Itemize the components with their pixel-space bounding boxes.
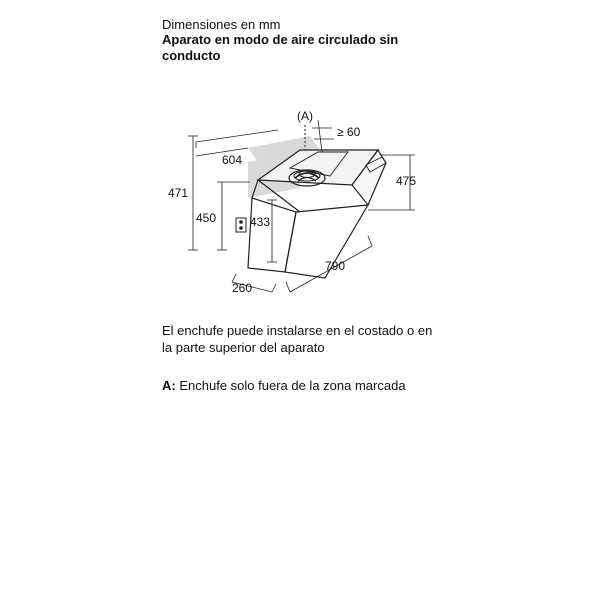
legend-note [162,377,406,394]
units-caption: Dimensiones en mm [162,17,281,32]
plug-socket-icon [236,218,246,232]
installation-note: El enchufe puede instalarse en el costado o en la parte superior del aparato [162,323,433,355]
dim-min-clearance: ≥ 60 [337,125,361,139]
dim-right-height: 475 [396,174,417,188]
dim-total-height: 471 [168,186,189,200]
legend-text: Enchufe solo fuera de la zona marcada [179,378,406,393]
fan-motor-icon [289,170,325,186]
page-title: Aparato en modo de aire circulado sin conducto [162,32,399,63]
dim-length: 790 [325,259,346,273]
legend-key: A: [162,378,176,393]
dim-mount-height: 433 [250,215,271,229]
dim-bottom-depth: 260 [232,281,253,295]
dim-depth-left: 450 [196,211,217,225]
dim-width: 604 [222,153,243,167]
callout-label: (A) [297,109,313,123]
